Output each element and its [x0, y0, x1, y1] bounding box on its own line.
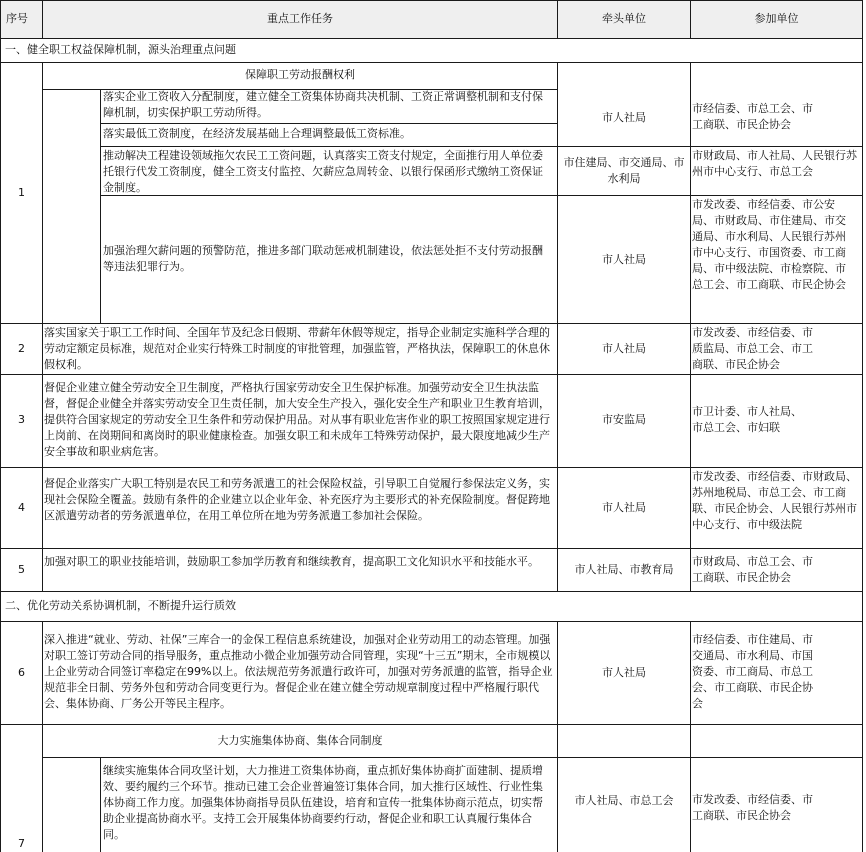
task-text: 督促企业建立健全劳动安全卫生制度，严格执行国家劳动安全卫生保护标准。加强劳动安全卫生执法监督，督促企业健全并落实劳动安全卫生责任制，加大安全生产投入，强化安全生产和职业卫生教育培训，提供符合国家规定的劳动安全卫生条件和劳动保护用品。对从事有职业危害作业的职工按照国家规定进行上岗前、在岗期间和离岗时的职业健康检查。加强女职工和未成年工特殊劳动保护，最大限度地减少生产安全事故和职业病危害。	[44, 381, 550, 458]
rule	[0, 548, 863, 549]
lead-unit: 市人社局	[602, 501, 646, 514]
task-text: 落实国家关于职工工作时间、全国年节及纪念日假期、带薪年休假等规定，指导企业制定实施科学合理的劳动定额定员标准，规范对企业实行特殊工时制度的审批管理，加强监管，严格执法，保障职工的休息休假权利。	[44, 326, 550, 371]
rule	[0, 0, 863, 1]
lead-unit: 市人社局	[602, 666, 646, 679]
participant-units: 市发改委、市经信委、市公安局、市财政局、市住建局、市交通局、市水利局、人民银行苏州市中心支行、市国资委、市工商局、市中级法院、市检察院、市总工会、市工商联、市民企协会	[692, 198, 846, 291]
task-text: 加强对职工的职业技能培训，鼓励职工参加学历教育和继续教育，提高职工文化知识水平和技能水平。	[44, 555, 539, 568]
lead-unit: 市人社局	[602, 342, 646, 355]
task-text: 督促企业落实广大职工特别是农民工和劳务派遣工的社会保险权益，引导职工自觉履行参保法定义务，实现社会保险全覆盖。鼓励有条件的企业建立以企业年金、补充医疗为主要形式的补充保险制度。督促跨地区派遣劳动者的劳务派遣单位，在用工单位所在地为劳务派遣工参加社会保险。	[44, 477, 550, 522]
rule	[100, 123, 557, 124]
task-text: 落实最低工资制度，在经济发展基础上合理调整最低工资标准。	[103, 127, 411, 140]
row-number: 2	[18, 342, 25, 355]
rule	[100, 89, 101, 323]
rule	[42, 62, 43, 591]
participant-units: 市卫计委、市人社局、市总工会、市妇联	[692, 405, 802, 434]
row-subtitle: 保障职工劳动报酬权利	[245, 68, 355, 81]
rule	[0, 374, 863, 375]
lead-unit: 市人社局	[602, 111, 646, 124]
task-text: 加强治理欠薪问题的预警防范，推进多部门联动惩戒机制建设，依法惩处拒不支付劳动报酬等违法犯罪行为。	[103, 244, 543, 273]
header-part: 参加单位	[754, 12, 799, 25]
rule	[690, 62, 691, 591]
rule	[42, 757, 863, 758]
rule	[0, 724, 863, 725]
lead-unit: 市人社局、市教育局	[574, 563, 674, 576]
lead-unit: 市住建局、市交通局、市水利局	[563, 156, 685, 185]
rule	[0, 467, 863, 468]
row-number: 1	[18, 186, 25, 199]
rule	[557, 621, 558, 852]
lead-unit: 市安监局	[602, 413, 646, 426]
participant-units: 市发改委、市经信委、市财政局、苏州地税局、市总工会、市工商联、市民企协会、人民银行苏州市中心支行、市中级法院	[692, 470, 857, 531]
section-title: 一、健全职工权益保障机制，源头治理重点问题	[5, 43, 236, 56]
rule	[100, 757, 101, 852]
section-title: 二、优化劳动关系协调机制，不断提升运行质效	[5, 599, 236, 612]
rule	[0, 38, 863, 39]
task-text: 推动解决工程建设领域拖欠农民工工资问题，认真落实工资支付规定，全面推行用人单位委托银行代发工资制度，健全工资支付监控、欠薪应急周转金、以银行保函形式缴纳工资保证金制度。	[103, 149, 543, 194]
header-no: 序号	[6, 12, 28, 25]
row-number: 4	[18, 501, 25, 514]
row-subtitle: 大力实施集体协商、集体合同制度	[217, 734, 383, 747]
header-task: 重点工作任务	[267, 12, 333, 25]
row-number: 6	[18, 666, 25, 679]
rule	[0, 62, 863, 63]
lead-unit: 市人社局	[602, 253, 646, 266]
rule	[0, 621, 863, 622]
row-number: 7	[18, 837, 25, 850]
participant-units: 市经信委、市住建局、市交通局、市水利局、市国资委、市工商局、市总工会、市工商联、市民企协会	[692, 633, 813, 710]
rule	[862, 0, 863, 852]
participant-units: 市发改委、市经信委、市工商联、市民企协会	[692, 793, 813, 822]
task-text: 落实企业工资收入分配制度，建立健全工资集体协商共决机制、工资正常调整机制和支付保障机制，切实保护职工劳动所得。	[103, 90, 543, 119]
row-number: 5	[18, 563, 25, 576]
task-text: 继续实施集体合同攻坚计划，大力推进工资集体协商，重点抓好集体协商扩面建制、提质增效、要约履约三个环节。推动已建工会企业普遍签订集体合同，加大推行区域性、行业性集体协商工作力度。加强集体协商指导员队伍建设，培育和宣传一批集体协商示范点，切实帮助企业提高协商水平。支持工会开展集体协商要约行动，督促企业和职工认真履行集体合同。	[103, 764, 543, 841]
participant-units: 市财政局、市人社局、人民银行苏州市中心支行、市总工会	[692, 149, 857, 178]
row-number: 3	[18, 413, 25, 426]
header-lead: 牵头单位	[602, 12, 646, 25]
participant-units: 市经信委、市总工会、市工商联、市民企协会	[692, 102, 813, 131]
rule	[0, 323, 863, 324]
rule	[100, 146, 863, 147]
lead-unit: 市人社局、市总工会	[574, 794, 674, 807]
rule	[690, 621, 691, 852]
participant-units: 市发改委、市经信委、市质监局、市总工会、市工商联、市民企协会	[692, 326, 813, 371]
task-text: 深入推进“就业、劳动、社保”三库合一的金保工程信息系统建设，加强对企业劳动用工的动态管理。加强对职工签订劳动合同的指导服务，重点推动小微企业加强劳动合同管理，实现“十三五”期末，全市规模以上企业劳动合同签订率稳定在99%以上。依法规范劳务派遣行政许可，加强对劳务派遣的监管，指导企业规范非全日制、劳务外包和劳动合同变更行为。督促企业在建立健全劳动规章制度过程中严格履行职代会、集体协商、厂务公开等民主程序。	[44, 633, 553, 710]
participant-units: 市财政局、市总工会、市工商联、市民企协会	[692, 555, 813, 584]
rule	[0, 591, 863, 592]
